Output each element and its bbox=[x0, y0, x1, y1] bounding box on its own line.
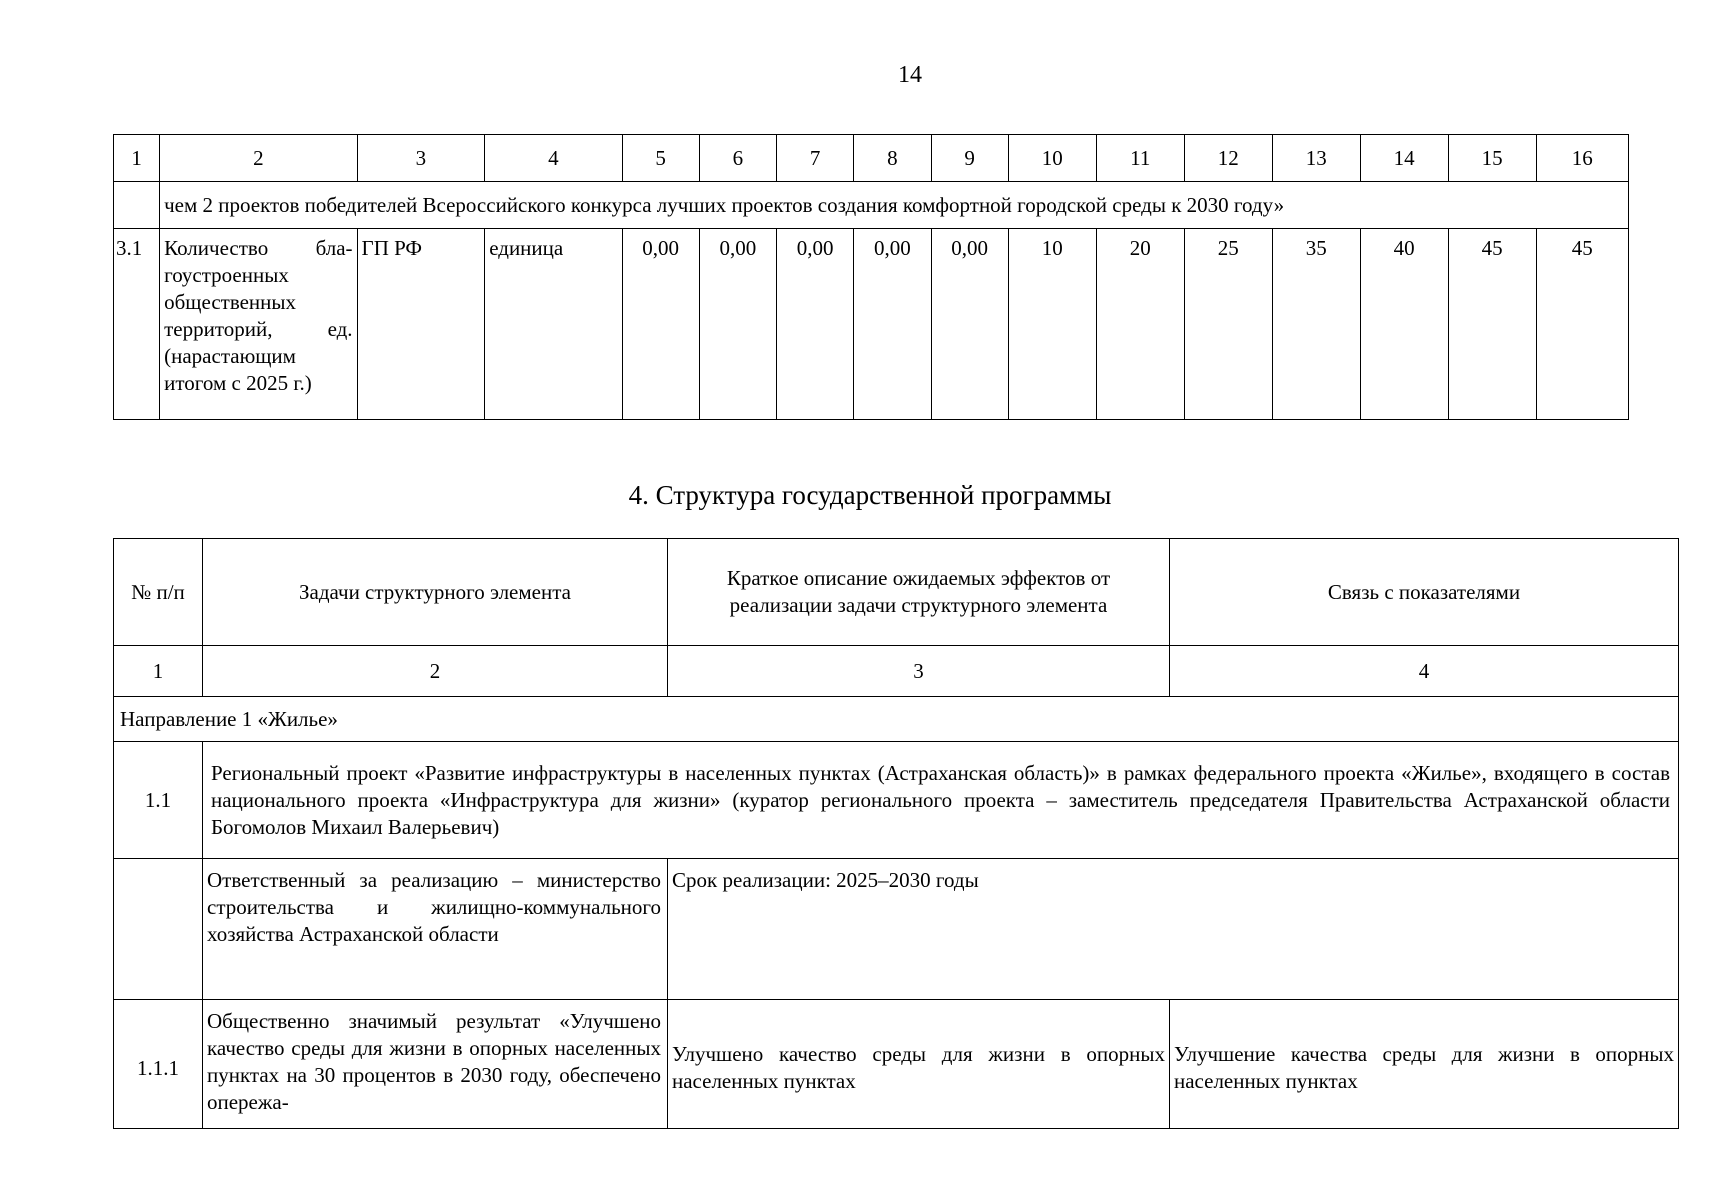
project-description: Региональный проект «Развитие инфраструктуры в населенных пунктах (Астраханская область)» в рамках федерального проекта «Жилье», входящего в состав национального проекта «Инфраструктура для жизни» (куратор регионального проекта – заместитель председателя Правительства Астраханской области Богомолов Михаил Валерьевич) bbox=[203, 742, 1679, 859]
indicator-value: 0,00 bbox=[777, 229, 854, 420]
indicator-value: 20 bbox=[1096, 229, 1184, 420]
column-number: 3 bbox=[668, 646, 1170, 697]
indicator-value: 10 bbox=[1008, 229, 1096, 420]
indicator-unit: единица bbox=[485, 229, 622, 420]
structure-table bbox=[113, 538, 1679, 1129]
indicator-level: ГП РФ bbox=[357, 229, 485, 420]
column-number: 6 bbox=[699, 135, 776, 182]
column-number: 15 bbox=[1448, 135, 1536, 182]
indicator-caption-row bbox=[114, 182, 1629, 229]
implementation-term: Срок реализации: 2025–2030 годы bbox=[668, 859, 1679, 1000]
column-number: 9 bbox=[931, 135, 1008, 182]
column-number: 11 bbox=[1096, 135, 1184, 182]
result-number: 1.1.1 bbox=[114, 1000, 203, 1129]
column-number: 1 bbox=[114, 646, 203, 697]
header-link: Связь с показателями bbox=[1170, 539, 1679, 646]
column-number: 1 bbox=[114, 135, 160, 182]
column-number: 4 bbox=[1170, 646, 1679, 697]
column-number: 16 bbox=[1536, 135, 1628, 182]
indicator-caption: чем 2 проектов победителей Всероссийского конкурса лучших проектов создания комфортной городской среды к 2030 году» bbox=[160, 182, 1629, 229]
header-num: № п/п bbox=[114, 539, 203, 646]
direction-row bbox=[114, 697, 1679, 742]
indicator-table bbox=[113, 134, 1629, 420]
structure-header-row bbox=[114, 539, 1679, 646]
column-number: 2 bbox=[160, 135, 357, 182]
page-number: 14 bbox=[898, 62, 922, 88]
project-number: 1.1 bbox=[114, 742, 203, 859]
project-row bbox=[114, 742, 1679, 859]
indicator-value: 25 bbox=[1184, 229, 1272, 420]
indicator-value: 0,00 bbox=[931, 229, 1008, 420]
direction-title: Направление 1 «Жилье» bbox=[114, 697, 1679, 742]
row-number: 3.1 bbox=[114, 229, 160, 420]
indicator-column-numbers bbox=[114, 135, 1629, 182]
result-task: Общественно значимый результат «Улучшено качество среды для жизни в опорных населенных пунктах на 30 процентов в 2030 году, обеспечено опережа- bbox=[203, 1000, 668, 1129]
indicator-value: 0,00 bbox=[854, 229, 931, 420]
responsible-text: Ответственный за реализацию – министерство строительства и жилищно-коммунального хозяйства Астраханской области bbox=[203, 859, 668, 1000]
column-number: 13 bbox=[1272, 135, 1360, 182]
column-number: 5 bbox=[622, 135, 699, 182]
column-number: 2 bbox=[203, 646, 668, 697]
indicator-value: 0,00 bbox=[622, 229, 699, 420]
column-number: 14 bbox=[1360, 135, 1448, 182]
column-number: 8 bbox=[854, 135, 931, 182]
result-effect: Улучшено качество среды для жизни в опорных населенных пунктах bbox=[668, 1000, 1170, 1129]
result-row bbox=[114, 1000, 1679, 1129]
indicator-value: 0,00 bbox=[699, 229, 776, 420]
result-link: Улучшение качества среды для жизни в опорных населенных пунктах bbox=[1170, 1000, 1679, 1129]
structure-column-numbers bbox=[114, 646, 1679, 697]
header-tasks: Задачи структурного элемента bbox=[203, 539, 668, 646]
column-number: 10 bbox=[1008, 135, 1096, 182]
column-number: 4 bbox=[485, 135, 622, 182]
responsible-row bbox=[114, 859, 1679, 1000]
column-number: 7 bbox=[777, 135, 854, 182]
column-number: 3 bbox=[357, 135, 485, 182]
indicator-value: 35 bbox=[1272, 229, 1360, 420]
indicator-name: Количество благоустроенных общественных территорий, ед. (нарастающим итогом с 2025 г.) bbox=[160, 229, 357, 420]
header-effects: Краткое описание ожидаемых эффектов от реализации задачи структурного элемента bbox=[668, 539, 1170, 646]
indicator-row bbox=[114, 229, 1629, 420]
indicator-value: 45 bbox=[1536, 229, 1628, 420]
indicator-value: 40 bbox=[1360, 229, 1448, 420]
indicator-value: 45 bbox=[1448, 229, 1536, 420]
section-title: 4. Структура государственной программы bbox=[628, 480, 1112, 510]
column-number: 12 bbox=[1184, 135, 1272, 182]
